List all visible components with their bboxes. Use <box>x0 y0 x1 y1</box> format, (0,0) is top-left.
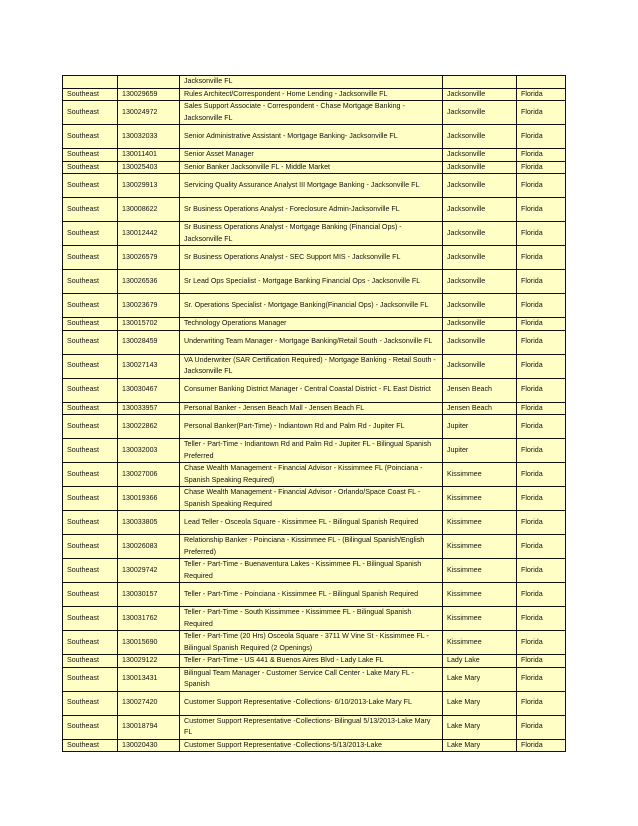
region-cell: Southeast <box>63 463 118 487</box>
city-cell: Lady Lake <box>443 655 517 668</box>
city-cell: Jacksonville <box>443 101 517 125</box>
region-cell: Southeast <box>63 101 118 125</box>
table-row <box>63 487 566 511</box>
region-cell: Southeast <box>63 125 118 149</box>
region-cell <box>63 76 118 89</box>
table-row <box>63 415 566 439</box>
job-id-cell: 130023679 <box>118 294 180 318</box>
job-listings-table <box>62 75 566 752</box>
table-row <box>63 715 566 739</box>
city-cell: Jacksonville <box>443 149 517 162</box>
job-id-cell: 130024972 <box>118 101 180 125</box>
region-cell: Southeast <box>63 402 118 415</box>
job-title-cell: VA Underwriter (SAR Certification Required) - Mortgage Banking - Retail South - Jacksonville FL <box>180 354 443 378</box>
city-cell: Jacksonville <box>443 330 517 354</box>
job-id-cell: 130015702 <box>118 318 180 331</box>
table-row <box>63 439 566 463</box>
table-row <box>63 270 566 294</box>
state-cell: Florida <box>517 607 566 631</box>
region-cell: Southeast <box>63 378 118 402</box>
state-cell: Florida <box>517 354 566 378</box>
state-cell: Florida <box>517 439 566 463</box>
job-title-cell: Lead Teller - Osceola Square - Kissimmee FL - Bilingual Spanish Required <box>180 511 443 535</box>
state-cell: Florida <box>517 294 566 318</box>
table-row <box>63 667 566 691</box>
state-cell <box>517 76 566 89</box>
table-row <box>63 318 566 331</box>
state-cell: Florida <box>517 691 566 715</box>
job-id-cell: 130011401 <box>118 149 180 162</box>
state-cell: Florida <box>517 667 566 691</box>
region-cell: Southeast <box>63 318 118 331</box>
region-cell: Southeast <box>63 174 118 198</box>
table-row <box>63 607 566 631</box>
city-cell: Jupiter <box>443 415 517 439</box>
region-cell: Southeast <box>63 655 118 668</box>
region-cell: Southeast <box>63 535 118 559</box>
table-row <box>63 535 566 559</box>
job-title-cell: Sr Lead Ops Specialist - Mortgage Banking Financial Ops - Jacksonville FL <box>180 270 443 294</box>
table-row <box>63 655 566 668</box>
state-cell: Florida <box>517 631 566 655</box>
job-title-cell: Senior Banker Jacksonville FL - Middle Market <box>180 161 443 174</box>
table-row <box>63 691 566 715</box>
job-title-cell: Personal Banker - Jensen Beach Mall - Jensen Beach FL <box>180 402 443 415</box>
job-id-cell: 130012442 <box>118 222 180 246</box>
city-cell: Kissimmee <box>443 463 517 487</box>
job-title-cell: Bilingual Team Manager - Customer Service Call Center - Lake Mary FL - Spanish <box>180 667 443 691</box>
city-cell: Jacksonville <box>443 125 517 149</box>
job-title-cell: Chase Wealth Management - Financial Advisor - Kissimmee FL (Poinciana - Spanish Speaking Required) <box>180 463 443 487</box>
job-title-cell: Servicing Quality Assurance Analyst III Mortgage Banking - Jacksonville FL <box>180 174 443 198</box>
state-cell: Florida <box>517 88 566 101</box>
job-title-cell: Relationship Banker - Poinciana - Kissimmee FL - (Bilingual Spanish/English Preferred) <box>180 535 443 559</box>
job-id-cell: 130027143 <box>118 354 180 378</box>
region-cell: Southeast <box>63 511 118 535</box>
job-title-cell: Sr. Operations Specialist - Mortgage Banking(Financial Ops) - Jacksonville FL <box>180 294 443 318</box>
job-id-cell: 130026579 <box>118 246 180 270</box>
city-cell: Kissimmee <box>443 511 517 535</box>
table-row <box>63 330 566 354</box>
state-cell: Florida <box>517 559 566 583</box>
city-cell: Kissimmee <box>443 559 517 583</box>
job-id-cell: 130015690 <box>118 631 180 655</box>
job-title-cell: Personal Banker(Part-Time) - Indiantown Rd and Palm Rd - Jupiter FL <box>180 415 443 439</box>
table-row <box>63 246 566 270</box>
state-cell: Florida <box>517 222 566 246</box>
table-row <box>63 149 566 162</box>
region-cell: Southeast <box>63 88 118 101</box>
state-cell: Florida <box>517 583 566 607</box>
job-id-cell: 130019366 <box>118 487 180 511</box>
region-cell: Southeast <box>63 631 118 655</box>
table-row <box>63 559 566 583</box>
job-id-cell: 130013431 <box>118 667 180 691</box>
region-cell: Southeast <box>63 691 118 715</box>
city-cell: Jacksonville <box>443 161 517 174</box>
state-cell: Florida <box>517 149 566 162</box>
table-row <box>63 583 566 607</box>
region-cell: Southeast <box>63 607 118 631</box>
table-row <box>63 76 566 89</box>
state-cell: Florida <box>517 161 566 174</box>
table-row <box>63 198 566 222</box>
table-row <box>63 222 566 246</box>
job-id-cell: 130032033 <box>118 125 180 149</box>
job-title-cell: Customer Support Representative -Collections-5/13/2013-Lake <box>180 739 443 752</box>
job-id-cell: 130032003 <box>118 439 180 463</box>
job-title-cell: Sr Business Operations Analyst - Mortgage Banking (Financial Ops) - Jacksonville FL <box>180 222 443 246</box>
city-cell: Jacksonville <box>443 318 517 331</box>
job-id-cell: 130028459 <box>118 330 180 354</box>
job-id-cell: 130025403 <box>118 161 180 174</box>
table-row <box>63 402 566 415</box>
region-cell: Southeast <box>63 161 118 174</box>
table-row <box>63 354 566 378</box>
region-cell: Southeast <box>63 439 118 463</box>
job-id-cell: 130029659 <box>118 88 180 101</box>
region-cell: Southeast <box>63 415 118 439</box>
city-cell: Kissimmee <box>443 607 517 631</box>
job-title-cell: Customer Support Representative -Collections- 6/10/2013-Lake Mary FL <box>180 691 443 715</box>
job-title-cell: Senior Asset Manager <box>180 149 443 162</box>
state-cell: Florida <box>517 739 566 752</box>
city-cell: Jensen Beach <box>443 402 517 415</box>
job-title-cell: Consumer Banking District Manager - Central Coastal District - FL East District <box>180 378 443 402</box>
city-cell: Kissimmee <box>443 583 517 607</box>
city-cell: Kissimmee <box>443 631 517 655</box>
table-row <box>63 511 566 535</box>
job-id-cell: 130030467 <box>118 378 180 402</box>
city-cell: Lake Mary <box>443 691 517 715</box>
region-cell: Southeast <box>63 559 118 583</box>
state-cell: Florida <box>517 101 566 125</box>
region-cell: Southeast <box>63 222 118 246</box>
job-title-cell: Teller - Part-Time - Poinciana - Kissimmee FL - Bilingual Spanish Required <box>180 583 443 607</box>
job-title-cell: Rules Architect/Correspondent - Home Lending - Jacksonville FL <box>180 88 443 101</box>
region-cell: Southeast <box>63 583 118 607</box>
job-title-cell: Teller - Part-Time - Buenaventura Lakes - Kissimmee FL - Bilingual Spanish Required <box>180 559 443 583</box>
table-row <box>63 161 566 174</box>
region-cell: Southeast <box>63 198 118 222</box>
region-cell: Southeast <box>63 246 118 270</box>
job-id-cell: 130030157 <box>118 583 180 607</box>
job-title-cell: Senior Administrative Assistant - Mortgage Banking- Jacksonville FL <box>180 125 443 149</box>
region-cell: Southeast <box>63 487 118 511</box>
job-title-cell: Underwriting Team Manager - Mortgage Banking/Retail South - Jacksonville FL <box>180 330 443 354</box>
table-row <box>63 463 566 487</box>
state-cell: Florida <box>517 535 566 559</box>
city-cell: Jacksonville <box>443 294 517 318</box>
city-cell: Kissimmee <box>443 487 517 511</box>
table-row <box>63 294 566 318</box>
state-cell: Florida <box>517 402 566 415</box>
job-title-cell: Sr Business Operations Analyst - SEC Support MIS - Jacksonville FL <box>180 246 443 270</box>
job-title-cell: Chase Wealth Management - Financial Advisor - Orlando/Space Coast FL - Spanish Speaking Required <box>180 487 443 511</box>
city-cell: Jacksonville <box>443 198 517 222</box>
job-title-cell: Technology Operations Manager <box>180 318 443 331</box>
region-cell: Southeast <box>63 294 118 318</box>
region-cell: Southeast <box>63 667 118 691</box>
job-id-cell: 130018794 <box>118 715 180 739</box>
job-id-cell: 130033805 <box>118 511 180 535</box>
table-row <box>63 631 566 655</box>
region-cell: Southeast <box>63 354 118 378</box>
job-title-cell: Sr Business Operations Analyst - Foreclosure Admin-Jacksonville FL <box>180 198 443 222</box>
job-id-cell: 130027006 <box>118 463 180 487</box>
job-id-cell: 130029742 <box>118 559 180 583</box>
job-title-cell: Teller - Part-Time (20 Hrs) Osceola Square - 3711 W Vine St - Kissimmee FL - Bilingual Spanish Required (2 Openings) <box>180 631 443 655</box>
job-title-cell: Sales Support Associate - Correspondent - Chase Mortgage Banking - Jacksonville FL <box>180 101 443 125</box>
table-row <box>63 739 566 752</box>
job-title-cell: Teller - Part-Time - South Kissimmee - Kissimmee FL - Bilingual Spanish Required <box>180 607 443 631</box>
city-cell <box>443 76 517 89</box>
state-cell: Florida <box>517 463 566 487</box>
city-cell: Lake Mary <box>443 667 517 691</box>
region-cell: Southeast <box>63 149 118 162</box>
city-cell: Kissimmee <box>443 535 517 559</box>
job-id-cell: 130022862 <box>118 415 180 439</box>
job-id-cell: 130027420 <box>118 691 180 715</box>
state-cell: Florida <box>517 174 566 198</box>
job-id-cell: 130029913 <box>118 174 180 198</box>
state-cell: Florida <box>517 378 566 402</box>
state-cell: Florida <box>517 487 566 511</box>
city-cell: Jacksonville <box>443 354 517 378</box>
state-cell: Florida <box>517 415 566 439</box>
city-cell: Jacksonville <box>443 174 517 198</box>
city-cell: Jacksonville <box>443 246 517 270</box>
job-id-cell: 130031762 <box>118 607 180 631</box>
region-cell: Southeast <box>63 715 118 739</box>
job-title-cell: Teller - Part-Time - Indiantown Rd and Palm Rd - Jupiter FL - Bilingual Spanish Preferred <box>180 439 443 463</box>
job-id-cell <box>118 76 180 89</box>
job-title-cell: Customer Support Representative -Collections- Bilingual 5/13/2013-Lake Mary FL <box>180 715 443 739</box>
city-cell: Jacksonville <box>443 270 517 294</box>
job-id-cell: 130029122 <box>118 655 180 668</box>
state-cell: Florida <box>517 655 566 668</box>
city-cell: Lake Mary <box>443 715 517 739</box>
state-cell: Florida <box>517 511 566 535</box>
job-id-cell: 130026536 <box>118 270 180 294</box>
table-row <box>63 88 566 101</box>
city-cell: Jensen Beach <box>443 378 517 402</box>
region-cell: Southeast <box>63 739 118 752</box>
state-cell: Florida <box>517 246 566 270</box>
state-cell: Florida <box>517 318 566 331</box>
table-row <box>63 378 566 402</box>
state-cell: Florida <box>517 198 566 222</box>
state-cell: Florida <box>517 715 566 739</box>
state-cell: Florida <box>517 125 566 149</box>
city-cell: Jacksonville <box>443 88 517 101</box>
region-cell: Southeast <box>63 330 118 354</box>
city-cell: Lake Mary <box>443 739 517 752</box>
region-cell: Southeast <box>63 270 118 294</box>
state-cell: Florida <box>517 270 566 294</box>
city-cell: Jacksonville <box>443 222 517 246</box>
job-id-cell: 130020430 <box>118 739 180 752</box>
table-row <box>63 101 566 125</box>
city-cell: Jupiter <box>443 439 517 463</box>
job-title-cell: Teller - Part-Time - US 441 & Buenos Aires Blvd - Lady Lake FL <box>180 655 443 668</box>
job-title-cell: Jacksonville FL <box>180 76 443 89</box>
state-cell: Florida <box>517 330 566 354</box>
table-row <box>63 174 566 198</box>
job-id-cell: 130026083 <box>118 535 180 559</box>
job-id-cell: 130008622 <box>118 198 180 222</box>
table-row <box>63 125 566 149</box>
job-id-cell: 130033957 <box>118 402 180 415</box>
